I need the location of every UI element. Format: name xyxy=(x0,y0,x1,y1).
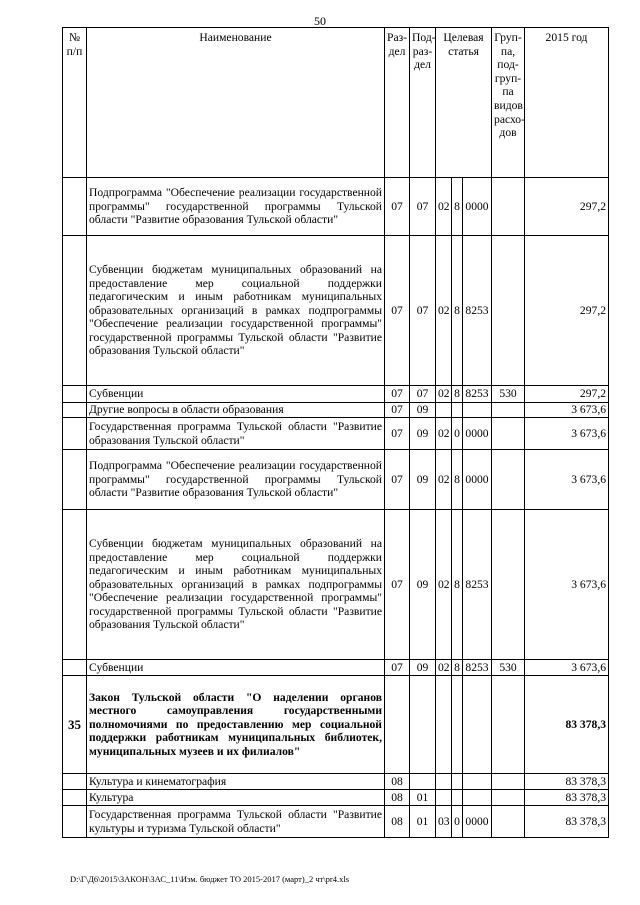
row-target-program: 02 xyxy=(436,178,452,236)
row-target-direction: 8253 xyxy=(463,386,492,403)
row-expense-group: 530 xyxy=(492,660,525,676)
row-podrazdel: 07 xyxy=(410,386,436,403)
row-expense-group xyxy=(492,178,525,236)
row-name: Субвенции xyxy=(87,386,385,403)
row-expense-group xyxy=(492,774,525,790)
row-expense-group xyxy=(492,510,525,660)
table-row xyxy=(63,790,609,806)
row-target-subprogram xyxy=(452,774,463,790)
row-target-program xyxy=(436,790,452,806)
table-row xyxy=(63,774,609,790)
row-target-program: 02 xyxy=(436,660,452,676)
row-target-direction xyxy=(463,774,492,790)
row-target-subprogram xyxy=(452,790,463,806)
row-podrazdel: 09 xyxy=(410,418,436,450)
row-amount: 3 673,6 xyxy=(525,510,609,660)
row-num xyxy=(63,510,87,660)
file-path-footer: D:\Г\Д6\2015\ЗАКОН\ЗАС_11\Изм. бюджет ТО 2015-2017 (март)_2 чт\pr4.xls xyxy=(70,874,350,884)
row-num xyxy=(63,418,87,450)
row-target-program xyxy=(436,676,452,774)
row-name: Культура xyxy=(87,790,385,806)
row-podrazdel: 09 xyxy=(410,450,436,510)
row-target-subprogram: 8 xyxy=(452,510,463,660)
row-expense-group xyxy=(492,450,525,510)
row-target-subprogram: 8 xyxy=(452,386,463,403)
row-expense-group xyxy=(492,790,525,806)
row-amount: 83 378,3 xyxy=(525,806,609,838)
row-amount: 83 378,3 xyxy=(525,676,609,774)
row-name: Субвенции xyxy=(87,660,385,676)
table-row xyxy=(63,510,609,660)
row-razdel: 07 xyxy=(385,418,410,450)
row-podrazdel: 09 xyxy=(410,660,436,676)
row-target-program xyxy=(436,774,452,790)
row-target-direction: 8253 xyxy=(463,660,492,676)
row-num xyxy=(63,178,87,236)
table-row xyxy=(63,386,609,403)
row-expense-group xyxy=(492,806,525,838)
row-target-subprogram xyxy=(452,403,463,418)
row-expense-group xyxy=(492,403,525,418)
header-group: Груп-па, под-груп-па видов расхо-дов xyxy=(492,28,525,178)
row-amount: 3 673,6 xyxy=(525,660,609,676)
row-razdel: 07 xyxy=(385,450,410,510)
row-num xyxy=(63,236,87,386)
row-podrazdel: 07 xyxy=(410,178,436,236)
row-num xyxy=(63,806,87,838)
table-row xyxy=(63,676,609,774)
row-target-subprogram: 0 xyxy=(452,418,463,450)
row-target-program: 02 xyxy=(436,386,452,403)
row-name: Государственная программа Тульской области "Развитие образования Тульской области" xyxy=(87,418,385,450)
row-podrazdel: 07 xyxy=(410,236,436,386)
row-target-program: 02 xyxy=(436,450,452,510)
row-amount: 83 378,3 xyxy=(525,790,609,806)
header-target: Целевая статья xyxy=(436,28,492,178)
table-row xyxy=(63,450,609,510)
row-razdel xyxy=(385,676,410,774)
row-podrazdel: 09 xyxy=(410,510,436,660)
page-number: 50 xyxy=(314,14,326,28)
table-row xyxy=(63,418,609,450)
row-target-program xyxy=(436,403,452,418)
row-name: Субвенции бюджетам муниципальных образований на предоставление мер социальной поддержки педагогическим и иным работникам муниципальных образовательных организаций в рамках подпрограммы "Обеспечение реализации государственной программы" государственной программы Тульской области "Развитие образования Тульской области" xyxy=(87,236,385,386)
row-target-subprogram: 8 xyxy=(452,236,463,386)
row-expense-group xyxy=(492,236,525,386)
table-row xyxy=(63,660,609,676)
row-num xyxy=(63,660,87,676)
row-razdel: 08 xyxy=(385,790,410,806)
table-row xyxy=(63,806,609,838)
row-name: Подпрограмма "Обеспечение реализации государственной программы" государственной программы Тульской области "Развитие образования Тульской области" xyxy=(87,178,385,236)
header-num: № п/п xyxy=(63,28,87,178)
row-razdel: 07 xyxy=(385,178,410,236)
row-num xyxy=(63,386,87,403)
row-razdel: 08 xyxy=(385,806,410,838)
row-num xyxy=(63,774,87,790)
row-target-program: 02 xyxy=(436,418,452,450)
row-num: 35 xyxy=(63,676,87,774)
table-row xyxy=(63,236,609,386)
row-target-direction xyxy=(463,676,492,774)
row-name: Субвенции бюджетам муниципальных образований на предоставление мер социальной поддержки педагогическим и иным работникам муниципальных образовательных организаций в рамках подпрограммы "Обеспечение реализации государственной программы" государственной программы Тульской области "Развитие образования Тульской области" xyxy=(87,510,385,660)
row-target-direction: 0000 xyxy=(463,806,492,838)
row-target-subprogram: 8 xyxy=(452,660,463,676)
row-name: Государственная программа Тульской области "Развитие культуры и туризма Тульской области" xyxy=(87,806,385,838)
row-podrazdel: 01 xyxy=(410,806,436,838)
row-amount: 297,2 xyxy=(525,178,609,236)
row-amount: 3 673,6 xyxy=(525,403,609,418)
row-target-subprogram: 0 xyxy=(452,806,463,838)
row-target-direction: 0000 xyxy=(463,418,492,450)
row-target-direction: 0000 xyxy=(463,178,492,236)
row-name: Другие вопросы в области образования xyxy=(87,403,385,418)
row-expense-group xyxy=(492,418,525,450)
row-razdel: 07 xyxy=(385,403,410,418)
header-podrazdel: Под-раз-дел xyxy=(410,28,436,178)
row-expense-group xyxy=(492,676,525,774)
row-expense-group: 530 xyxy=(492,386,525,403)
table-row xyxy=(63,178,609,236)
row-target-program: 02 xyxy=(436,236,452,386)
row-target-direction xyxy=(463,790,492,806)
row-razdel: 07 xyxy=(385,386,410,403)
row-name: Подпрограмма "Обеспечение реализации государственной программы" государственной программы Тульской области "Развитие образования Тульской области" xyxy=(87,450,385,510)
header-name: Наименование xyxy=(87,28,385,178)
row-target-subprogram: 8 xyxy=(452,178,463,236)
table-header-row xyxy=(63,28,609,178)
row-name: Закон Тульской области "О наделении органов местного самоуправления государственными полномочиями по предоставлению мер социальной поддержки работникам муниципальных библиотек, муниципальных музеев и их филиалов" xyxy=(87,676,385,774)
row-target-direction: 8253 xyxy=(463,510,492,660)
row-target-subprogram: 8 xyxy=(452,450,463,510)
row-target-program: 02 xyxy=(436,510,452,660)
row-amount: 297,2 xyxy=(525,386,609,403)
row-amount: 3 673,6 xyxy=(525,450,609,510)
row-name: Культура и кинематография xyxy=(87,774,385,790)
row-podrazdel xyxy=(410,774,436,790)
row-target-direction xyxy=(463,403,492,418)
row-amount: 3 673,6 xyxy=(525,418,609,450)
row-num xyxy=(63,790,87,806)
budget-table xyxy=(62,27,609,838)
header-razdel: Раз-дел xyxy=(385,28,410,178)
row-podrazdel xyxy=(410,676,436,774)
row-target-direction: 8253 xyxy=(463,236,492,386)
row-razdel: 07 xyxy=(385,660,410,676)
row-target-program: 03 xyxy=(436,806,452,838)
row-amount: 297,2 xyxy=(525,236,609,386)
row-target-direction: 0000 xyxy=(463,450,492,510)
row-razdel: 07 xyxy=(385,236,410,386)
row-razdel: 07 xyxy=(385,510,410,660)
row-podrazdel: 01 xyxy=(410,790,436,806)
table-row xyxy=(63,403,609,418)
row-target-subprogram xyxy=(452,676,463,774)
header-year: 2015 год xyxy=(525,28,609,178)
row-amount: 83 378,3 xyxy=(525,774,609,790)
row-num xyxy=(63,450,87,510)
row-podrazdel: 09 xyxy=(410,403,436,418)
row-razdel: 08 xyxy=(385,774,410,790)
row-num xyxy=(63,403,87,418)
